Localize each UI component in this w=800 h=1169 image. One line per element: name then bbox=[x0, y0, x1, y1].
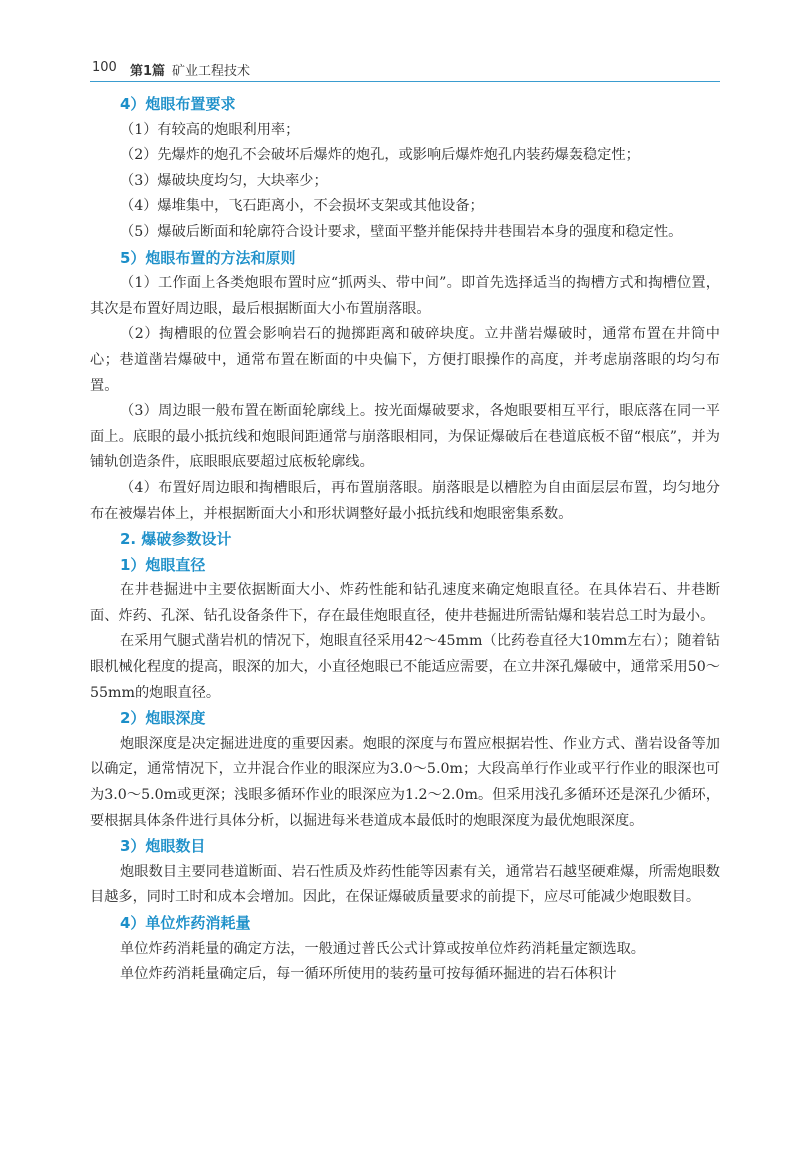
paragraph: 炮眼深度是决定掘进进度的重要因素。炮眼的深度与布置应根据岩性、作业方式、凿岩设备等加以确定，通常情况下，立井混合作业的眼深应为3.0～5.0m；大段高单行作业或平行作业的眼深也可为3.0～5.0m或更深；浅眼多循环作业的眼深应为1.2～2.0m。但采用浅孔多循环还是深孔少循环，要根据具体条件进行具体分析，以掘进每米巷道成本最低时的炮眼深度为最优炮眼深度。 bbox=[90, 735, 720, 829]
paragraph: （2）先爆炸的炮孔不会破坏后爆炸的炮孔，或影响后爆炸炮孔内装药爆轰稳定性； bbox=[120, 147, 640, 164]
paragraph: （3）周边眼一般布置在断面轮廓线上。按光面爆破要求，各炮眼要相互平行，眼底落在同一平面上。底眼的最小抵抗线和炮眼间距通常与崩落眼相同，为保证爆破后在巷道底板不留“根底”，并为铺轨创造条件，底眼眼底要超过底板轮廓线。 bbox=[90, 403, 720, 471]
paragraph: 单位炸药消耗量确定后，每一循环所使用的装药量可按每循环掘进的岩石体积计 bbox=[120, 966, 617, 983]
section-heading: 3）炮眼数目 bbox=[120, 837, 206, 856]
paragraph: （1）有较高的炮眼利用率； bbox=[120, 121, 300, 138]
page-header bbox=[90, 55, 720, 82]
section-heading: 5）炮眼布置的方法和原则 bbox=[120, 248, 296, 267]
paragraph: 炮眼数目主要同巷道断面、岩石性质及炸药性能等因素有关，通常岩石越坚硬难爆，所需炮眼数目越多，同时工时和成本会增加。因此，在保证爆破质量要求的前提下，应尽可能减少炮眼数目。 bbox=[90, 863, 720, 906]
section-heading: 4）炮眼布置要求 bbox=[120, 95, 236, 113]
paragraph: （3）爆破块度均匀，大块率少； bbox=[120, 172, 328, 189]
book-title: 矿业工程技术 bbox=[172, 64, 251, 79]
paragraph: （5）爆破后断面和轮廓符合设计要求，壁面平整并能保持井巷围岩本身的强度和稳定性。 bbox=[120, 223, 683, 240]
paragraph: （2）掏槽眼的位置会影响岩石的抛掷距离和破碎块度。立井凿岩爆破时，通常布置在井筒中心；巷道凿岩爆破中，通常布置在断面的中央偏下，方便打眼操作的高度，并考虑崩落眼的均匀布置。 bbox=[90, 326, 720, 394]
page-body bbox=[90, 92, 720, 988]
paragraph: 单位炸药消耗量的确定方法，一般通过普氏公式计算或按单位炸药消耗量定额选取。 bbox=[120, 940, 645, 957]
section-heading: 1）炮眼直径 bbox=[120, 555, 206, 574]
paragraph: （1）工作面上各类炮眼布置时应“抓两头、带中间”。即首先选择适当的掏槽方式和掏槽位置，其次是布置好周边眼，最后根据断面大小布置崩落眼。 bbox=[90, 275, 720, 317]
paragraph: 在井巷掘进中主要依据断面大小、炸药性能和钻孔速度来确定炮眼直径。在具体岩石、井巷断面、炸药、孔深、钻孔设备条件下，存在最佳炮眼直径，使井巷掘进所需钻爆和装岩总工时为最小。 bbox=[90, 582, 720, 624]
paragraph: 在采用气腿式凿岩机的情况下，炮眼直径采用42～45mm（比药卷直径大10mm左右）；随着钻眼机械化程度的提高，眼深的加大，小直径炮眼已不能适应需要，在立井深孔爆破中，通常采用50～55mm的炮眼直径。 bbox=[90, 633, 720, 701]
page-number: 100 bbox=[92, 60, 117, 75]
section-heading: 2）炮眼深度 bbox=[120, 709, 206, 728]
chapter-label: 第1篇 bbox=[130, 64, 166, 79]
section-heading: 2. 爆破参数设计 bbox=[120, 530, 232, 549]
paragraph: （4）爆堆集中，飞石距离小，不会损坏支架或其他设备； bbox=[120, 198, 484, 215]
paragraph: （4）布置好周边眼和掏槽眼后，再布置崩落眼。崩落眼是以槽腔为自由面层层布置，均匀地分布在被爆岩体上，并根据断面大小和形状调整好最小抵抗线和炮眼密集系数。 bbox=[90, 479, 720, 522]
section-heading: 4）单位炸药消耗量 bbox=[120, 914, 251, 932]
